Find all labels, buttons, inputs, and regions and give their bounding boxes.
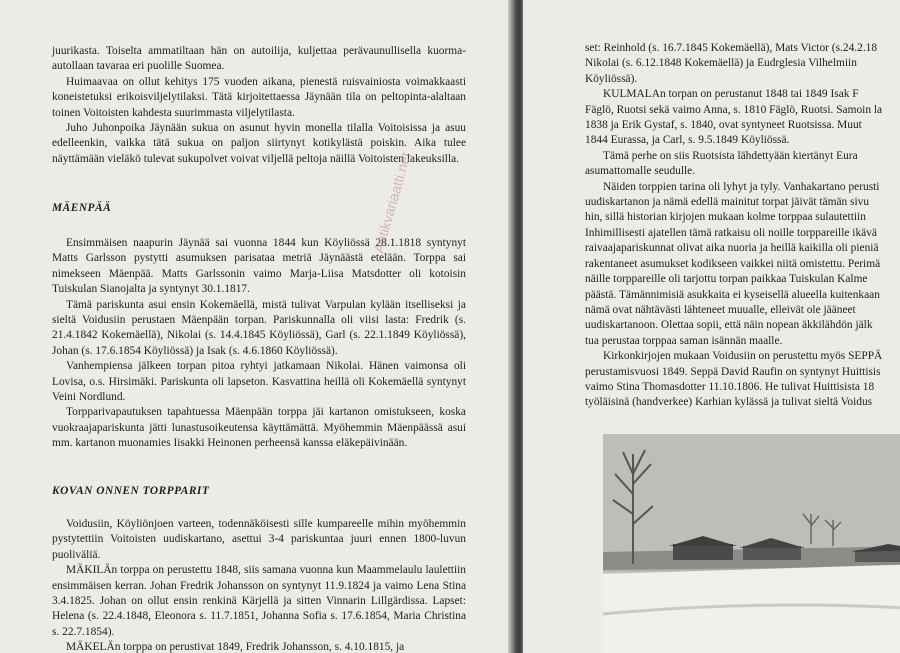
text-line: uudiskartanon ja nämä edellä mainitut torpat jäivät tämän sivu bbox=[585, 196, 870, 209]
paragraph: Vanhempiensa jälkeen torpan pitoa ryhtyi jatkamaan Nikolai. Hänen vaimonsa oli Lovisa, o.s. Hirsimäki. Pariskunta oli lapseton. Kasvattina heillä oli Kokemäellä syntynyt Veini Nordlund. bbox=[52, 360, 466, 404]
paragraph: MÄKILÄn torppa on perustettu 1848, siis samana vuonna kun Maammelaulu laulettiin ensimmäisen kerran. Johan Fredrik Johansson on syntynyt 11.9.1824 ja vaimo Lena Stina 3.4.1825. Johan on ollut ensin renkinä Kärjellä ja sitten Vinnarin Lillgärdissa. Lapset: Helena (s. 22.4.1848, Eleonora s. 11.7.1851, Johanna Sofia s. 17.6.1854, Maria Christina s. 22.7.1854). bbox=[52, 564, 466, 638]
paragraph: Ensimmäisen naapurin Jäynää sai vuonna 1844 kun Köyliössä 28.1.1818 syntynyt Matts Garlsson pystytti asumuksen parisataa metriä Jäynäästä etelään. Torppa sai nimekseen Mäenpää. Matts Garlssonin vaimo Marja-Liisa Matsdotter oli kotoisin Tuiskulan Sianojalta ja syntynyt 30.1.1817. bbox=[52, 237, 466, 296]
text-line: näille torppareille oli tarjottu torpan paikkaa Tuiskulan Kalme bbox=[585, 273, 868, 286]
section-heading-maenpaa: MÄENPÄÄ bbox=[52, 202, 112, 214]
right-text bbox=[585, 41, 900, 411]
text-line: työläisinä (handverkee) Karhian kylässä ja tulivat sieltä Voidus bbox=[585, 396, 873, 409]
text-line: Köyliössä). bbox=[585, 72, 638, 85]
text-line: KULMALAn torpan on perustanut 1848 tai 1849 Isak F bbox=[603, 88, 859, 101]
text-line: tua perustaa torppaa saman isännän maalle. bbox=[585, 334, 783, 347]
text-line: Fäglö, Ruotsi sekä vaimo Anna, s. 1810 Fäglö, Ruotsi. Samoin la bbox=[585, 103, 883, 116]
text-line: Kirkonkirjojen mukaan Voidusiin on perustettu myös SEPPÄ bbox=[603, 350, 883, 363]
paragraph: Voidusiin, Köyliönjoen varteen, todennäköisesti sille kumpareelle mihin myöhemmin pystytettiin Voitoisten uudiskartano, asettui 3-4 pariskuntaa juuri ennen 1800-luvun puoliväliä. bbox=[52, 518, 466, 561]
text-line: vaimo Stina Thomasdotter 11.10.1806. He tulivat Huittisista 18 bbox=[585, 380, 875, 393]
text-line: päästä. Tämännimisiä asukkaita ei kyseisellä alueella kuitenkaan bbox=[585, 288, 880, 301]
left-intro bbox=[52, 44, 466, 167]
text-line: raivaajapariskunnat olivat aika nuoria ja heillä kaikilla oli pieniä bbox=[585, 242, 879, 255]
text-line: hin, sillä historian kirjojen mukaan kolme torppaa sulautettiin bbox=[585, 211, 866, 224]
paragraph: Huimaavaa on ollut kehitys 175 vuoden aikana, pienestä ruisvainiosta voimakkaasti koneistetuksi erikoisviljelytilaksi. Tätä kirjoitettaessa Jäynään tila on peltopinta-alaltaan toinen Voitoisten kahdesta suurimmasta viljelytilasta. bbox=[52, 75, 466, 119]
text-line: 1838 ja Erik Gystaf, s. 1840, ovat syntyneet Ruotsissa. Muut bbox=[585, 119, 862, 132]
farm-photo-drawing bbox=[603, 434, 900, 653]
text-line: Nikolai (s. 6.12.1848 Kokemäellä) ja Eudrglesia Vilhelmiin bbox=[585, 57, 857, 70]
text-line: Näiden torppien tarina oli lyhyt ja tyly. Vanhakartano perusti bbox=[603, 180, 880, 193]
paragraph: Torpparivapautuksen tapahtuessa Mäenpään torppa jäi kartanon omistukseen, koska vuokraajapariskunta jätti lunastusoikeutensa käyttämättä. Myöhemmin Mäenpäässä asui mm. kartanon muonamies Iisakki Heinonen perheensä kanssa eläkepäivinään. bbox=[52, 406, 466, 450]
section-heading-kovan-onnen: KOVAN ONNEN TORPPARIT bbox=[52, 485, 210, 497]
section-kovan-onnen-body bbox=[52, 517, 466, 653]
text-line: set: Reinhold (s. 16.7.1845 Kokemäellä), Mats Victor (s.24.2.18 bbox=[585, 42, 878, 54]
watermark: Antikvariaatti.net bbox=[370, 150, 414, 255]
text-line: rakentaneet asumukset kodikseen vaikkei niitä omistettu. Perimä bbox=[585, 257, 881, 270]
text-line: asumattomalle seudulle. bbox=[585, 165, 696, 178]
text-line: Inhimillisesti ajatellen tämä ratkaisu oli noille torppareille ikävä bbox=[585, 226, 877, 239]
paragraph: MÄKELÄn torppa on perustivat 1849, Fredrik Johansson, s. 4.10.1815, ja bbox=[66, 641, 405, 653]
paragraph: Tämä pariskunta asui ensin Kokemäellä, mistä tulivat Varpulan kylään itselliseksi ja sieltä Voidusiin perustaen Mäenpään torpan. Pariskunnalla oli viisi lasta: Fredrik (s. 21.4.1842 Kokemäellä), Nikolai (s. 14.4.1845 Köyliössä), Garl (s. 22.1.1849 Köyliössä), Johan (s. 17.6.1854 Köyliössä) ja Isak (s. 4.6.1860 Köyliössä). bbox=[52, 298, 466, 357]
text-line: 1844 Eurassa, ja Carl, s. 9.5.1849 Köyliössä. bbox=[585, 134, 790, 147]
paragraph: juurikasta. Toiselta ammatiltaan hän on autoilija, kuljettaa perävaunullisella kuorma-autollaan tavaraa eri puolille Suomea. bbox=[52, 45, 466, 73]
paragraph: Juho Juhonpoika Jäynään sukua on asunut hyvin monella tilalla Voitoisissa ja asuu edelleenkin, vaikka tätä sukua on paljon siirtynyt kotikylästä poiskin. Aika tulee näyttämään vieläkö tulevat sukupolvet voivat viljellä peltoja näillä Voitoisten lakeuksilla. bbox=[52, 122, 466, 165]
section-maenpaa-body bbox=[52, 236, 466, 452]
farm-photo bbox=[603, 434, 900, 653]
text-line: Tämä perhe on siis Ruotsista lähdettyään kiertänyt Eura bbox=[603, 149, 858, 162]
text-line: nämä ovat nähtävästi lähteneet muualle, elleivät ole jääneet bbox=[585, 303, 856, 316]
text-line: uudiskartanoon. Olettaa sopii, että näin nopean äkkilähdön jälk bbox=[585, 319, 873, 332]
right-page bbox=[523, 0, 900, 653]
text-line: perustamisvuosi 1849. Seppä David Raufin on syntynyt Huittisis bbox=[585, 365, 881, 378]
